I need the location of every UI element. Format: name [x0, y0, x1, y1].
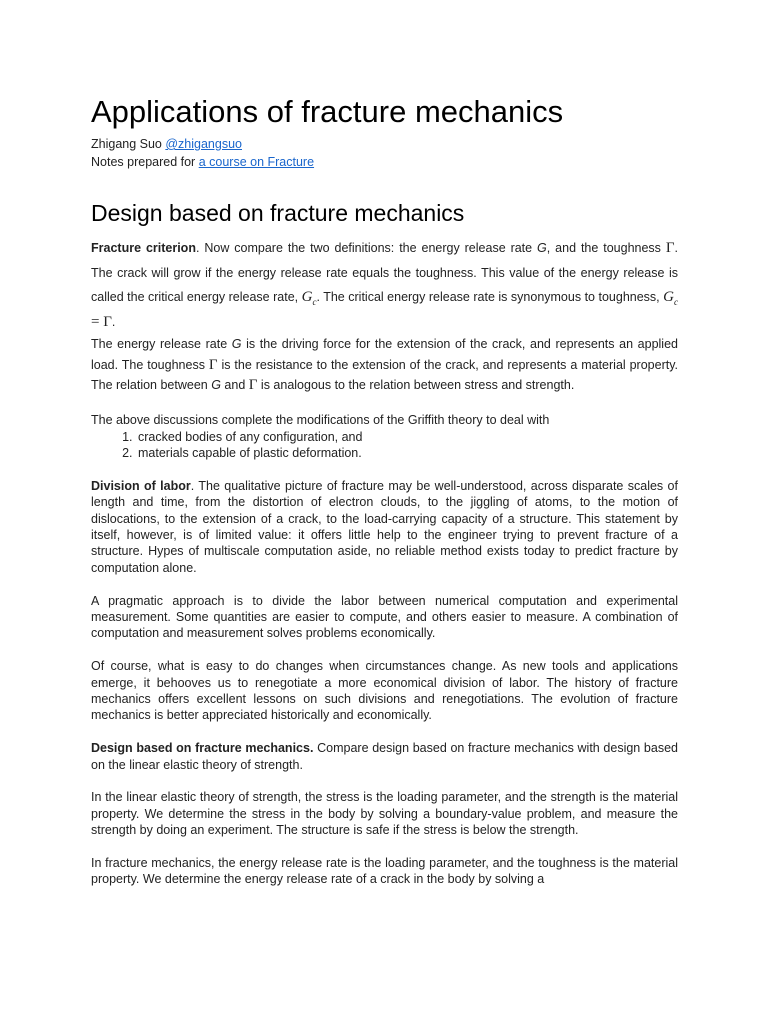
- author-line: [91, 136, 242, 153]
- paragraph-division-of-labor: Division of labor. The qualitative picture of fracture may be well-understood, across disparate scales of length and time, from the distortion of electron clouds, to the jiggling of atoms, to the motion of dislocations, to the extension of a crack, to the load-carrying capacity of a structure. This statement by itself, however, is of limited value: it offers little help to the engineer trying to prevent fracture of a structure. Hypes of multiscale computation aside, no reliable method exists today to predict fracture by computation alone.: [91, 478, 678, 575]
- list-item: 1. cracked bodies of any configuration, and: [136, 429, 678, 445]
- notes-line: [91, 154, 314, 171]
- paragraph-pragmatic-approach: A pragmatic approach is to divide the labor between numerical computation and experimental measurement. Some quantities are easier to compute, and others easier to measure. A combination of computation and measurement solves problems economically.: [91, 593, 678, 641]
- list-item: 2. materials capable of plastic deformation.: [136, 445, 678, 461]
- paragraph-design-comparison: Design based on fracture mechanics. Compare design based on fracture mechanics with design based on the linear elastic theory of strength.: [91, 741, 678, 772]
- paragraph-driving-force: The energy release rate G is the driving force for the extension of the crack, and represents an applied load. The toughness Γ is the resistance to the extension of the crack, and represents a material property. The relation between G and Γ is analogous to the relation between stress and strength.: [91, 337, 678, 394]
- gamma-symbol: Γ: [248, 377, 258, 394]
- modifications-list: [91, 429, 678, 462]
- author-handle-link[interactable]: @zhigangsuo: [165, 137, 242, 151]
- section-title: Design based on fracture mechanics: [91, 200, 465, 226]
- author-name: Zhigang Suo: [91, 137, 166, 151]
- label-fracture-criterion: Fracture criterion: [91, 241, 196, 255]
- paragraph-fracture-mechanics: In fracture mechanics, the energy release rate is the loading parameter, and the toughness is the material property. We determine the energy release rate of a crack in the body by solving a: [91, 856, 678, 887]
- paragraph-strength-theory: In the linear elastic theory of strength, the stress is the loading parameter, and the strength is the material property. We determine the stress in the body by solving a boundary-value problem, and measure the strength by doing an experiment. The structure is safe if the stress is below the strength.: [91, 790, 678, 838]
- notes-prefix: Notes prepared for: [91, 155, 199, 169]
- page-title: Applications of fracture mechanics: [91, 94, 564, 129]
- gamma-symbol: Γ: [208, 356, 218, 373]
- paragraph-fracture-criterion: Fracture criterion. Now compare the two definitions: the energy release rate G, and the toughness Γ. The crack will grow if the energy release rate equals the toughness. This value of the energy release is called the critical energy release rate, $G_c$. The critical energy release rate is synonymous to toughness, $G_c = \Gamma$.: [91, 240, 679, 330]
- gc-symbol: $G_c$: [301, 289, 317, 307]
- paragraph-circumstances: Of course, what is easy to do changes when circumstances change. As new tools and applications emerge, it behooves us to renegotiate a more economical division of labor. The history of fracture mechanics offers excellent lessons on such divisions and renegotiations. The evolution of fracture mechanics is better appreciated historically and economically.: [91, 659, 678, 723]
- paragraph-griffith: The above discussions complete the modifications of the Griffith theory to deal with: [91, 413, 550, 428]
- gc-equals-gamma-equation: $G_c = \Gamma$: [91, 289, 678, 330]
- gamma-symbol: Γ: [665, 240, 675, 256]
- label-division-of-labor: Division of labor: [91, 478, 191, 493]
- label-design-based: Design based on fracture mechanics.: [91, 741, 314, 756]
- course-link[interactable]: a course on Fracture: [198, 155, 315, 169]
- body-text: [91, 236, 678, 888]
